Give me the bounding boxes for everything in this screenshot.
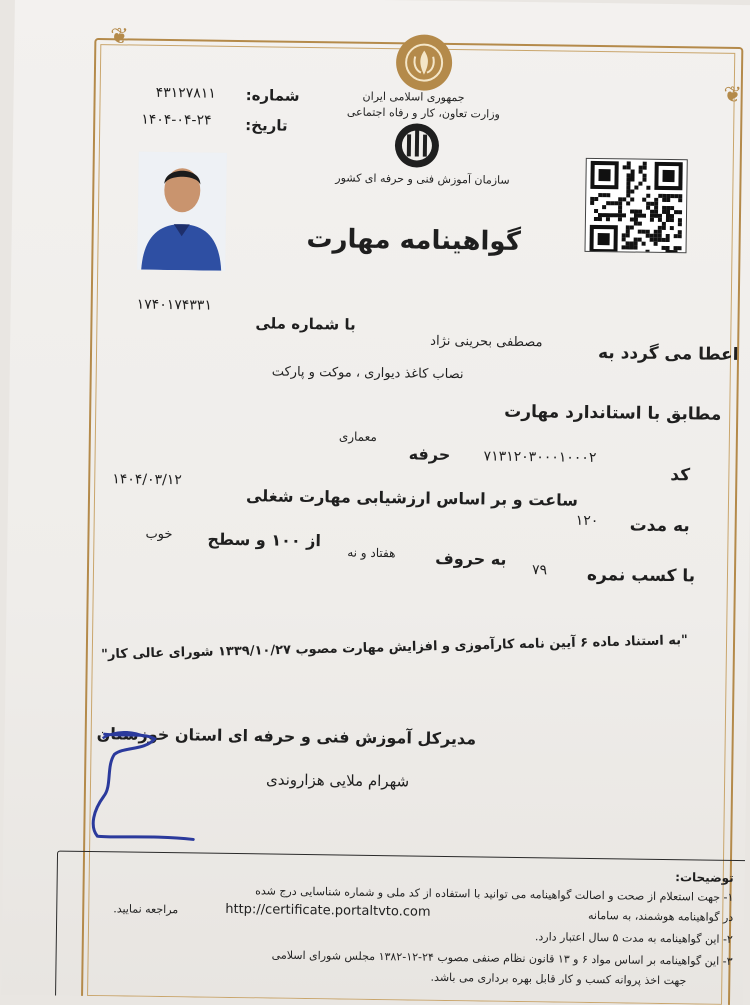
granted-label: اعطا می گردد به bbox=[597, 343, 739, 366]
score-label: با کسب نمره bbox=[586, 564, 696, 587]
corner-ornament-top-right: ❦ bbox=[723, 82, 743, 109]
legal-basis: "به استناد ماده ۶ آیین نامه کارآموزی و افزایش مهارت مصوب ۱۳۳۹/۱۰/۲۷ شورای عالی کار" bbox=[101, 633, 689, 663]
notes-line-2-post: مراجعه نمایید. bbox=[113, 902, 179, 917]
duration-value: ۱۲۰ bbox=[575, 512, 599, 530]
qr-code-icon[interactable] bbox=[584, 158, 687, 253]
profession-label: حرفه bbox=[408, 444, 451, 464]
ministry-name: وزارت تعاون، کار و رفاه اجتماعی bbox=[346, 105, 500, 121]
corner-ornament-top-left: ❦ bbox=[110, 24, 129, 50]
signatory-name: شهرام ملایی هزاروندی bbox=[265, 770, 410, 791]
code-label: کد bbox=[670, 465, 691, 486]
notes-line-5: جهت اخذ پروانه کسب و کار قابل بهره برداری می باشد. bbox=[430, 970, 687, 988]
profession-value: معماری bbox=[338, 429, 377, 444]
score-value: ۷۹ bbox=[531, 562, 548, 579]
notes-box bbox=[55, 851, 749, 1005]
notes-line-2-pre: در گواهینامه هوشمند، به سامانه bbox=[587, 908, 734, 924]
code-value: ۷۱۳۱۲۰۳۰۰۰۱۰۰۰۲ bbox=[483, 448, 597, 467]
signatory-position: مدیرکل آموزش فنی و حرفه ای استان خوزستان bbox=[96, 724, 477, 749]
national-id-value: ۱۷۴۰۱۷۴۳۳۱ bbox=[136, 296, 213, 314]
standard-label: مطابق با استاندارد مهارت bbox=[504, 401, 722, 425]
level-value: خوب bbox=[145, 526, 173, 543]
holder-name: مصطفی بحرینی نژاد bbox=[430, 333, 543, 351]
tvto-logo-icon bbox=[385, 120, 450, 171]
number-label: شماره: bbox=[245, 86, 300, 105]
organization-name: سازمان آموزش فنی و حرفه ای کشور bbox=[335, 171, 510, 187]
notes-title: توضیحات: bbox=[675, 870, 734, 885]
score-words: هفتاد و نه bbox=[347, 545, 396, 561]
verification-url-link[interactable]: http://certificate.portaltvto.com bbox=[225, 901, 431, 920]
date-label: تاریخ: bbox=[245, 116, 288, 135]
signature bbox=[83, 726, 245, 848]
skill-title: نصاب کاغذ دیواری ، موکت و پارکت bbox=[271, 364, 464, 383]
country-name: جمهوری اسلامی ایران bbox=[362, 89, 465, 105]
number-value: ۴۳۱۲۷۸۱۱ bbox=[155, 84, 216, 102]
in-words-label: به حروف bbox=[435, 548, 507, 569]
issue-date: ۱۴۰۴/۰۳/۱۲ bbox=[112, 471, 182, 489]
out-of-label: از ۱۰۰ و سطح bbox=[207, 529, 322, 551]
notes-line-3: ۲- این گواهینامه به مدت ۵ سال اعتبار دارد. bbox=[534, 930, 733, 946]
hours-label: ساعت و بر اساس ارزشیابی مهارت شغلی bbox=[245, 486, 579, 510]
notes-line-1: ۱- جهت استعلام از صحت و اصالت گواهینامه می توانید با استفاده از کد ملی و شماره شناسایی درج شده bbox=[255, 884, 734, 904]
notes-line-4: ۳- این گواهینامه بر اساس مواد ۶ و ۱۳ قانون نظام صنفی مصوب ۲۴-۱۲-۱۳۸۲ مجلس شورای اسلامی bbox=[271, 948, 733, 968]
holder-photo bbox=[137, 152, 227, 271]
duration-label: به مدت bbox=[629, 515, 690, 537]
national-id-label: با شماره ملی bbox=[255, 314, 356, 334]
certificate-paper bbox=[1, 0, 750, 1005]
date-value: ۱۴۰۴-۰۴-۲۴ bbox=[141, 111, 212, 129]
page-title: گواهینامه مهارت bbox=[306, 223, 522, 257]
